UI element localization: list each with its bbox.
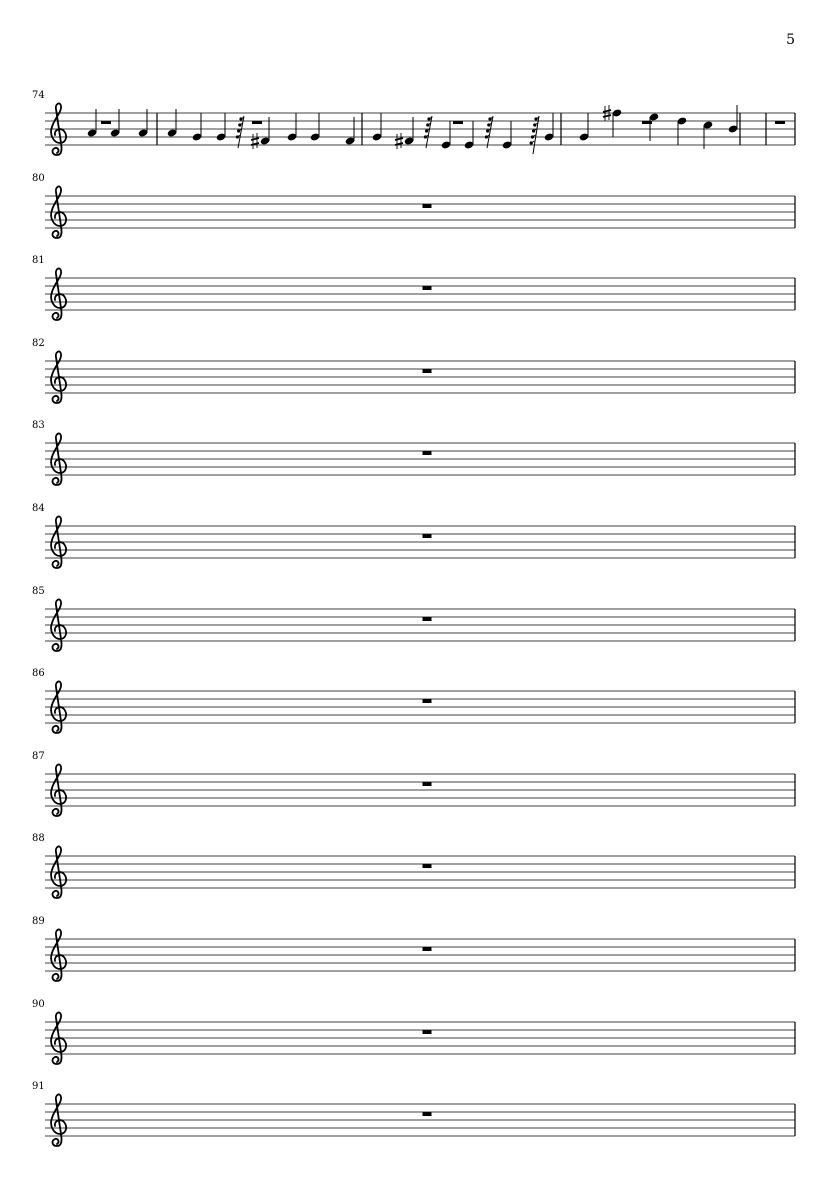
staff-system: [0, 420, 835, 502]
small-rest: [775, 121, 785, 124]
note: [287, 113, 297, 142]
measure-number: 85: [32, 586, 45, 597]
note: [579, 113, 589, 142]
note: [502, 121, 512, 150]
staff: [0, 503, 835, 585]
staff-system: [0, 338, 835, 420]
note: [441, 121, 451, 150]
staff: [0, 833, 835, 915]
note: [728, 105, 738, 134]
short-rest: [530, 116, 539, 154]
staff: [0, 668, 835, 750]
whole-rest: [423, 1112, 432, 1116]
staff-system: [0, 1081, 835, 1163]
staff: [0, 90, 835, 172]
whole-rest: [423, 204, 432, 208]
staff: [0, 173, 835, 255]
note: [216, 113, 226, 142]
staff-system: [0, 173, 835, 255]
whole-rest: [423, 699, 432, 703]
measure-number: 74: [32, 90, 45, 101]
staff-system: [0, 90, 835, 172]
measure-number: 82: [32, 338, 45, 349]
note: [677, 116, 687, 145]
note: [612, 108, 622, 137]
note: [372, 113, 382, 142]
whole-rest: [423, 864, 432, 868]
measure-number: 80: [32, 173, 45, 184]
small-rest: [101, 121, 111, 124]
measure-number: 83: [32, 420, 45, 431]
staff: [0, 420, 835, 502]
small-rest: [252, 121, 262, 124]
staff: [0, 586, 835, 668]
staff-system: [0, 751, 835, 833]
small-rest: [453, 121, 463, 124]
note: [464, 121, 474, 150]
measure-number: 84: [32, 503, 45, 514]
staff-system: [0, 503, 835, 585]
whole-rest: [423, 286, 432, 290]
staff: [0, 751, 835, 833]
staff-system: [0, 668, 835, 750]
measure-number: 88: [32, 833, 45, 844]
note: [310, 113, 320, 142]
measure-number: 86: [32, 668, 45, 679]
whole-rest: [423, 617, 432, 621]
staff-system: [0, 586, 835, 668]
staff: [0, 916, 835, 998]
note: [544, 113, 554, 142]
whole-rest: [423, 534, 432, 538]
staff: [0, 338, 835, 420]
whole-rest: [423, 947, 432, 951]
staff-system: [0, 999, 835, 1081]
staff-system: [0, 916, 835, 998]
staff-system: [0, 255, 835, 337]
measure-number: 81: [32, 255, 45, 266]
sharp-sign: [395, 133, 403, 149]
staff: [0, 1081, 835, 1163]
whole-rest: [423, 369, 432, 373]
note: [192, 113, 202, 142]
staff-system: [0, 833, 835, 915]
whole-rest: [423, 451, 432, 455]
measure-number: 89: [32, 916, 45, 927]
staff: [0, 255, 835, 337]
sharp-sign: [251, 133, 259, 149]
page-number: 5: [786, 32, 795, 48]
measure-number: 87: [32, 751, 45, 762]
whole-rest: [423, 1030, 432, 1034]
measure-number: 90: [32, 999, 45, 1010]
staff: [0, 999, 835, 1081]
measure-number: 91: [32, 1081, 45, 1092]
whole-rest: [423, 782, 432, 786]
